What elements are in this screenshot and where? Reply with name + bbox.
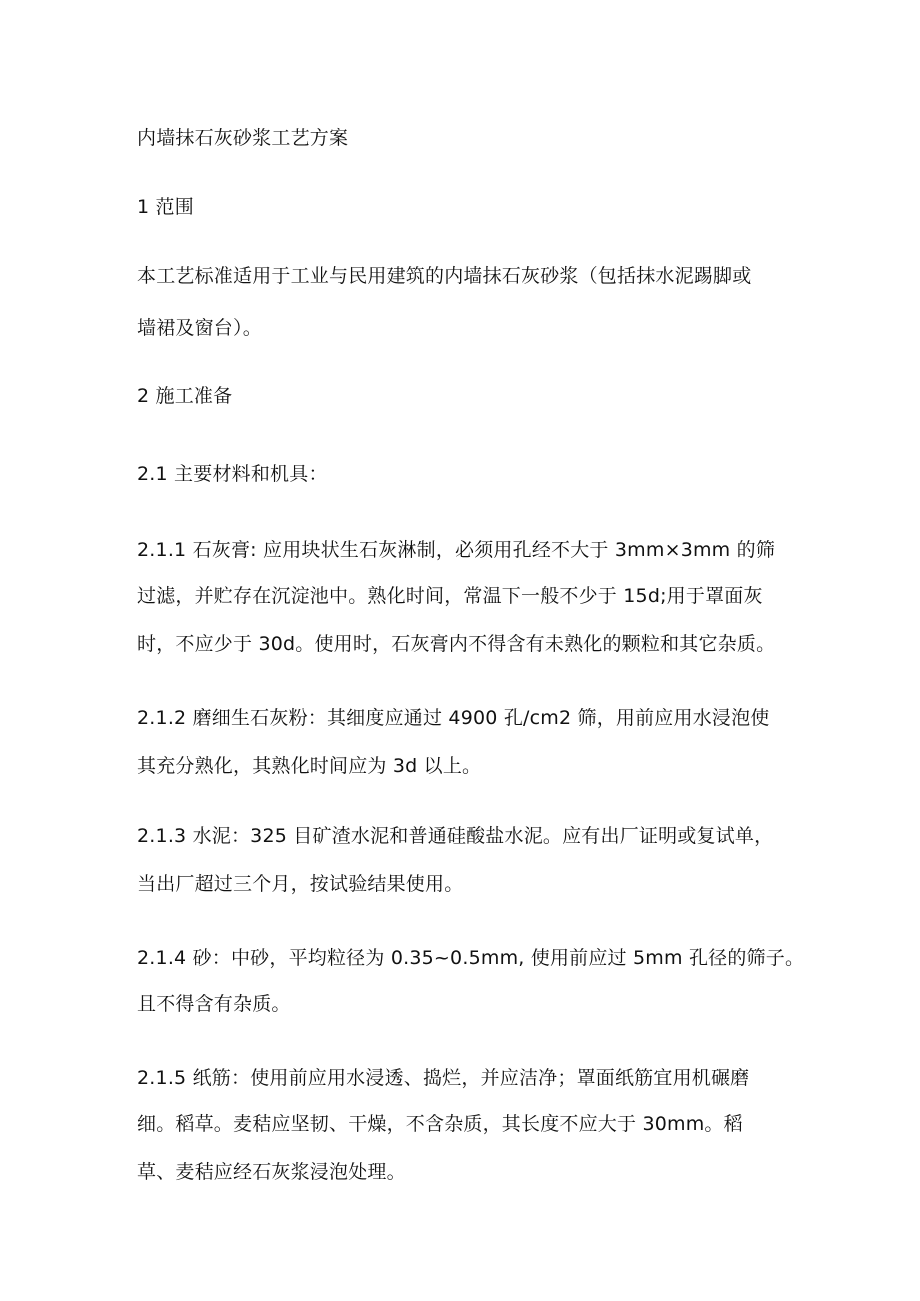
document-title: 内墙抹石灰砂浆工艺方案 (137, 127, 349, 149)
item-2-1-3-line-2: 当出厂超过三个月，按试验结果使用。 (137, 873, 464, 895)
section-2-heading: 2 施工准备 (137, 385, 233, 407)
item-2-1-1-line-2: 过滤，并贮存在沉淀池中。熟化时间，常温下一般不少于 15d;用于罩面灰 (137, 585, 763, 607)
item-2-1-2-line-2: 其充分熟化，其熟化时间应为 3d 以上。 (137, 755, 482, 777)
item-2-1-5-line-2: 细。稻草。麦秸应坚韧、干燥，不含杂质，其长度不应大于 30mm。稻 (137, 1113, 743, 1135)
item-2-1-4-line-1: 2.1.4 砂：中砂，平均粒径为 0.35~0.5mm, 使用前应过 5mm 孔径的筛子。 (137, 947, 805, 969)
item-2-1-1-line-1: 2.1.1 石灰膏: 应用块状生石灰淋制，必须用孔经不大于 3mm×3mm 的筛 (137, 539, 776, 561)
item-2-1-5-line-3: 草、麦秸应经石灰浆浸泡处理。 (137, 1161, 406, 1183)
item-2-1-4-line-2: 且不得含有杂质。 (137, 993, 291, 1015)
item-2-1-5-line-1: 2.1.5 纸筋：使用前应用水浸透、捣烂，并应洁净；罩面纸筋宜用机碾磨 (137, 1067, 750, 1089)
section-1-heading: 1 范围 (137, 196, 194, 218)
section-1-text-line-2: 墙裙及窗台）。 (137, 317, 262, 339)
item-2-1-3-line-1: 2.1.3 水泥：325 目矿渣水泥和普通硅酸盐水泥。应有出厂证明或复试单， (137, 825, 774, 847)
section-1-text-line-1: 本工艺标准适用于工业与民用建筑的内墙抹石灰砂浆（包括抹水泥踢脚或 (137, 265, 752, 287)
item-2-1-2-line-1: 2.1.2 磨细生石灰粉：其细度应通过 4900 孔/cm2 筛，用前应用水浸泡使 (137, 707, 770, 729)
item-2-1-1-line-3: 时，不应少于 30d。使用时，石灰膏内不得含有未熟化的颗粒和其它杂质。 (137, 633, 776, 655)
subsection-2-1-heading: 2.1 主要材料和机具： (137, 463, 328, 485)
